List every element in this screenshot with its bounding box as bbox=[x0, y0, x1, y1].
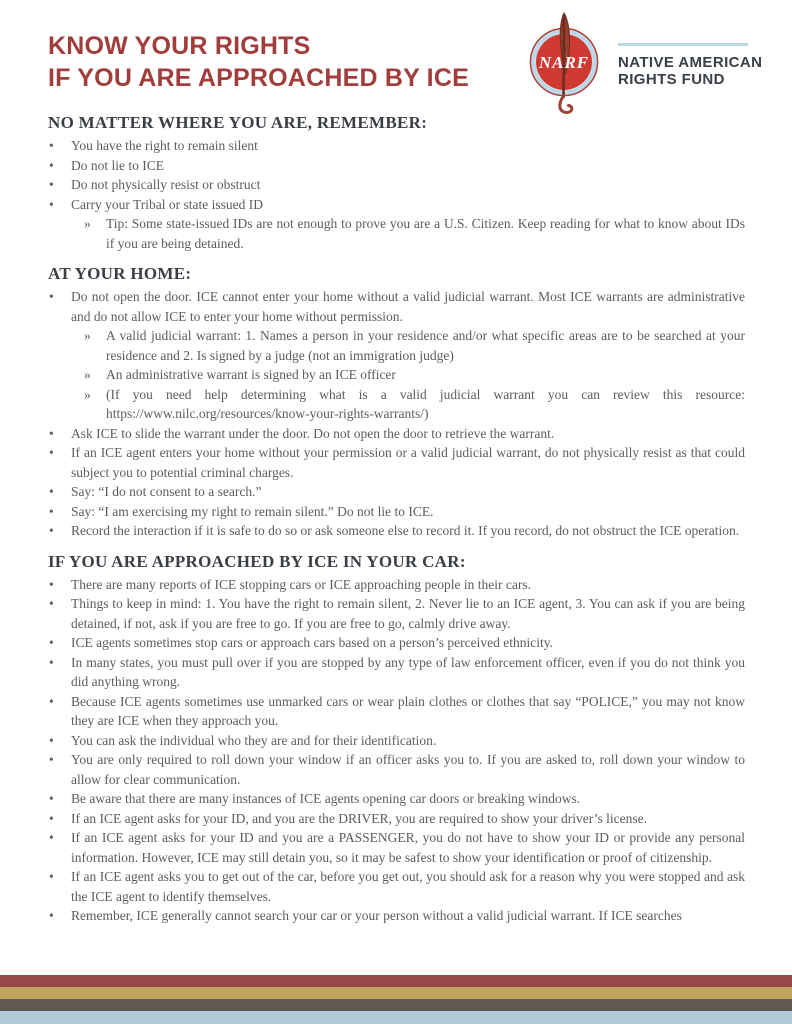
bullet-text: Ask ICE to slide the warrant under the door. Do not open the door to retrieve the warrant. bbox=[71, 425, 555, 441]
bullet-text: If an ICE agent asks you to get out of the car, before you get out, you should ask for a reason why you were stopped and ask the ICE agent to identify themselves. bbox=[71, 869, 745, 904]
bullet-item bbox=[48, 594, 745, 633]
bullet-text: You have the right to remain silent bbox=[71, 138, 258, 153]
footer-stripes bbox=[0, 975, 792, 1024]
bullet-item bbox=[48, 750, 745, 789]
bullet-list bbox=[48, 287, 745, 541]
bullet-marker: • bbox=[49, 635, 54, 650]
sub-bullet-item bbox=[48, 326, 745, 365]
sub-bullet-item bbox=[48, 365, 745, 385]
bullet-item bbox=[48, 175, 745, 195]
bullet-marker: • bbox=[49, 830, 54, 845]
bullet-text: Be aware that there are many instances of ICE agents opening car doors or breaking windows. bbox=[71, 791, 581, 806]
footer-stripe bbox=[0, 987, 792, 999]
bullet-item bbox=[48, 195, 745, 215]
bullet-item bbox=[48, 136, 745, 156]
sub-bullet-item bbox=[48, 385, 745, 424]
bullet-item bbox=[48, 867, 745, 906]
bullet-text: Because ICE agents sometimes use unmarked cars or wear plain clothes or clothes that say “POLICE,” you may not know they are ICE when they approach you. bbox=[71, 693, 745, 728]
bullet-text: Carry your Tribal or state issued ID bbox=[71, 196, 263, 212]
narf-monogram: NARF bbox=[538, 53, 590, 72]
bullet-text: Remember, ICE generally cannot search your car or your person without a valid judicial warrant. If ICE searches bbox=[71, 908, 682, 923]
bullet-text: Things to keep in mind: 1. You have the right to remain silent, 2. Never lie to an ICE agent, 3. You can ask if you are being detained, if not, ask if you are free to go. If you are free to go, calmly drive away. bbox=[71, 596, 745, 631]
footer-stripe bbox=[0, 999, 792, 1011]
bullet-marker: • bbox=[49, 503, 54, 519]
bullet-marker: • bbox=[49, 157, 54, 173]
section bbox=[48, 112, 745, 253]
bullet-text: An administrative warrant is signed by an ICE officer bbox=[106, 367, 396, 382]
section-heading: NO MATTER WHERE YOU ARE, REMEMBER: bbox=[48, 113, 428, 132]
bullet-item bbox=[48, 575, 745, 595]
footer-stripe bbox=[0, 1011, 792, 1024]
bullet-marker: • bbox=[49, 289, 54, 304]
narf-logo bbox=[518, 10, 762, 116]
section bbox=[48, 263, 745, 541]
bullet-marker: • bbox=[49, 732, 54, 748]
bullet-text: Tip: Some state-issued IDs are not enough to prove you are a U.S. Citizen. Keep reading for what to know about IDs if you are being detained. bbox=[106, 216, 745, 251]
bullet-text: (If you need help determining what is a valid judicial warrant you can review this resource: https://www.nilc.org/resources/know-your-rights-warrants/) bbox=[106, 386, 745, 421]
bullet-item bbox=[48, 809, 745, 829]
bullet-marker: • bbox=[49, 445, 54, 460]
bullet-list bbox=[48, 136, 745, 253]
sub-bullet-marker: » bbox=[84, 386, 91, 402]
page-title bbox=[48, 30, 469, 94]
bullet-item bbox=[48, 906, 745, 926]
bullet-marker: • bbox=[49, 908, 54, 923]
bullet-list bbox=[48, 575, 745, 926]
bullet-item bbox=[48, 287, 745, 326]
bullet-text: If an ICE agent asks for your ID and you are a PASSENGER, you do not have to show your ID or provide any personal information. However, ICE may still detain you, so it may be safest to show your identification or proof of citizenship. bbox=[71, 830, 745, 865]
bullet-text: Say: “I do not consent to a search.” bbox=[71, 484, 262, 499]
bullet-item bbox=[48, 156, 745, 176]
header bbox=[0, 0, 792, 108]
bullet-item bbox=[48, 633, 745, 653]
bullet-text: There are many reports of ICE stopping cars or ICE approaching people in their cars. bbox=[71, 576, 531, 592]
bullet-item bbox=[48, 692, 745, 731]
bullet-marker: • bbox=[49, 177, 54, 192]
bullet-text: In many states, you must pull over if you are stopped by any type of law enforcement officer, even if you do not think you did anything wrong. bbox=[71, 654, 745, 689]
bullet-item bbox=[48, 482, 745, 502]
section bbox=[48, 551, 745, 926]
bullet-text: If an ICE agent enters your home without your permission or a valid judicial warrant, do not physically resist as that could subject you to potential criminal charges. bbox=[71, 445, 745, 480]
bullet-text: Do not lie to ICE bbox=[71, 157, 164, 173]
bullet-item bbox=[48, 521, 745, 541]
bullet-marker: • bbox=[49, 693, 54, 709]
bullet-marker: • bbox=[49, 654, 54, 670]
sections bbox=[0, 112, 792, 926]
bullet-text: If an ICE agent asks for your ID, and you are the DRIVER, you are required to show your driver’s license. bbox=[71, 810, 647, 826]
section-heading: IF YOU ARE APPROACHED BY ICE IN YOUR CAR: bbox=[48, 551, 466, 571]
bullet-marker: • bbox=[49, 869, 54, 884]
sub-bullet-marker: » bbox=[84, 328, 91, 343]
org-name-line-1: NATIVE AMERICAN bbox=[618, 54, 763, 71]
bullet-marker: • bbox=[49, 196, 54, 212]
narf-seal-icon bbox=[518, 10, 610, 116]
bullet-marker: • bbox=[49, 752, 54, 767]
section-heading: AT YOUR HOME: bbox=[48, 264, 192, 283]
bullet-marker: • bbox=[49, 791, 54, 806]
bullet-marker: • bbox=[49, 523, 54, 538]
bullet-text: Do not open the door. ICE cannot enter your home without a valid judicial warrant. Most ICE warrants are administrative and do not allow ICE to enter your home without permission. bbox=[71, 289, 745, 324]
sub-bullet-marker: » bbox=[84, 216, 91, 231]
bullet-marker: • bbox=[49, 810, 54, 826]
sub-bullet-marker: » bbox=[84, 367, 91, 382]
bullet-text: ICE agents sometimes stop cars or approach cars based on a person’s perceived ethnicity. bbox=[71, 635, 553, 650]
bullet-item bbox=[48, 424, 745, 444]
bullet-text: Do not physically resist or obstruct bbox=[71, 177, 261, 192]
bullet-text: Say: “I am exercising my right to remain silent.” Do not lie to ICE. bbox=[71, 503, 434, 519]
bullet-item bbox=[48, 828, 745, 867]
page-title-line-2: IF YOU ARE APPROACHED BY ICE bbox=[48, 64, 469, 92]
sub-bullet-item bbox=[48, 214, 745, 253]
wordmark-rule bbox=[618, 43, 748, 46]
bullet-item bbox=[48, 443, 745, 482]
bullet-item bbox=[48, 789, 745, 809]
bullet-marker: • bbox=[49, 596, 54, 611]
org-name-line-2: RIGHTS FUND bbox=[618, 71, 725, 88]
org-wordmark bbox=[618, 43, 762, 116]
bullet-marker: • bbox=[49, 484, 54, 499]
bullet-text: You are only required to roll down your window if an officer asks you to. If you are asked to, roll down your window to allow for clear communication. bbox=[71, 752, 745, 787]
bullet-item bbox=[48, 731, 745, 751]
bullet-text: Record the interaction if it is safe to do so or ask someone else to record it. If you record, do not obstruct the ICE operation. bbox=[71, 523, 740, 538]
page-title-line-1: KNOW YOUR RIGHTS bbox=[48, 32, 311, 60]
bullet-item bbox=[48, 653, 745, 692]
bullet-marker: • bbox=[49, 425, 54, 441]
footer-stripe bbox=[0, 975, 792, 987]
bullet-text: You can ask the individual who they are and for their identification. bbox=[71, 732, 437, 748]
bullet-marker: • bbox=[49, 576, 54, 592]
bullet-marker: • bbox=[49, 138, 54, 153]
bullet-item bbox=[48, 502, 745, 522]
bullet-text: A valid judicial warrant: 1. Names a person in your residence and/or what specific areas are to be searched at your residence and 2. Is signed by a judge (not an immigration judge) bbox=[106, 328, 745, 363]
